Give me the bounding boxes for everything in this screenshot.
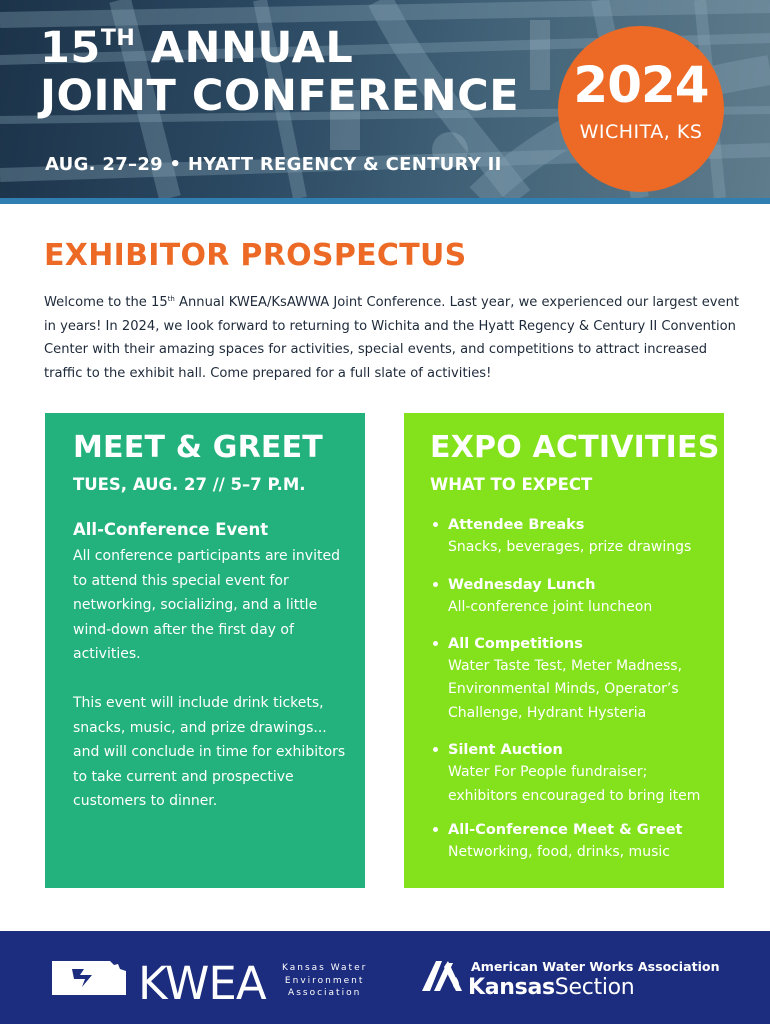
- list-item: [430, 819, 720, 865]
- meet-greet-paragraph-1: All conference participants are invited to attend this special event for networking, socializing, and a little wind-down after the first day of activities.: [73, 548, 340, 663]
- meet-greet-body: [73, 519, 353, 814]
- list-item: [430, 514, 720, 560]
- badge-year: 2024: [573, 56, 709, 114]
- list-item-title: Silent Auction: [448, 741, 563, 758]
- hero-banner: [0, 0, 770, 198]
- list-item-desc: exhibitors encouraged to bring item: [448, 787, 701, 804]
- meet-greet-paragraph-2: This event will include drink tickets, snacks, music, and prize drawings... and will conclude in time for exhibitors to take current and prospective customers to dinner.: [73, 694, 346, 810]
- list-item-desc: Water For People fundraiser;: [448, 763, 648, 780]
- awwa-logo-icon: [422, 959, 468, 993]
- list-item-desc: Networking, food, drinks, music: [448, 843, 670, 860]
- expo-title: EXPO ACTIVITIES: [430, 430, 720, 465]
- expo-activities-card: [404, 413, 724, 888]
- intro-paragraph: Welcome to the 15th Annual KWEA/KsAWWA Joint Conference. Last year, we experienced our largest event in years! In 2024, we look forward to returning to Wichita and the Hyatt Regency & Century II Convention Center with their amazing spaces for activities, special events, and competitions to attract increased traffic to the exhibit hall. Come prepared for a full slate of activities!: [44, 295, 740, 381]
- conference-title-line2: JOINT CONFERENCE: [40, 71, 520, 121]
- list-item: [430, 739, 720, 809]
- list-item-desc: Water Taste Test, Meter Madness,: [448, 657, 683, 674]
- list-item-title: All-Conference Meet & Greet: [448, 821, 683, 838]
- expo-activity-list: [430, 514, 720, 864]
- kwea-logo-text: KWEA: [138, 957, 266, 1010]
- list-item-desc: Challenge, Hydrant Hysteria: [448, 705, 647, 722]
- meet-greet-title: MEET & GREET: [73, 430, 323, 465]
- list-item-title: Attendee Breaks: [448, 517, 585, 533]
- list-item-desc: Snacks, beverages, prize drawings: [448, 539, 692, 555]
- conference-dates-venue: AUG. 27–29 • HYATT REGENCY & CENTURY II: [45, 154, 502, 175]
- kansas-state-logo-icon: [52, 961, 126, 995]
- awwa-name: American Water Works Association: [471, 959, 720, 974]
- list-item-title: Wednesday Lunch: [448, 576, 596, 593]
- meet-greet-event-label: All-Conference Event: [73, 520, 269, 539]
- year-badge: [558, 26, 724, 192]
- conference-title: [40, 24, 519, 120]
- badge-city: WICHITA, KS: [579, 121, 703, 143]
- expo-subtitle: WHAT TO EXPECT: [430, 475, 593, 494]
- page-title: EXHIBITOR PROSPECTUS: [44, 238, 467, 273]
- list-item: [430, 633, 720, 726]
- kwea-tagline: Kansas Water Environment Association: [282, 963, 368, 998]
- list-item-desc: Environmental Minds, Operator’s: [448, 681, 679, 698]
- conference-title-line1: 15TH ANNUAL: [40, 23, 354, 73]
- sponsor-footer: [0, 931, 770, 1024]
- meet-greet-card: [45, 413, 365, 888]
- header-divider: [0, 198, 770, 204]
- meet-greet-time: TUES, AUG. 27 // 5–7 P.M.: [73, 475, 306, 494]
- list-item-title: All Competitions: [448, 635, 583, 652]
- awwa-section: KansasSection: [468, 975, 635, 1000]
- list-item-desc: All-conference joint luncheon: [448, 598, 653, 615]
- list-item: [430, 574, 720, 620]
